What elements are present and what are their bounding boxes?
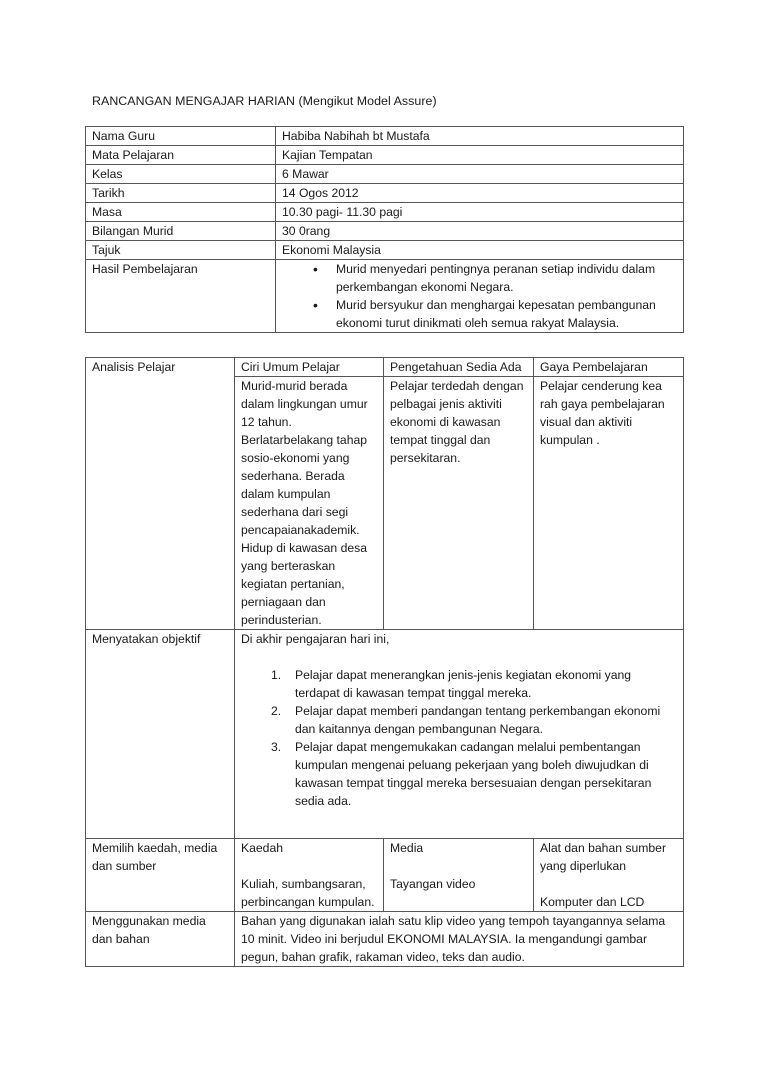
media-value: Tayangan video (390, 877, 476, 891)
document-title: RANCANGAN MENGAJAR HARIAN (Mengikut Model Assure) (92, 94, 437, 108)
objective-number: 2. (271, 704, 282, 718)
outcome-item: • Murid menyedari pentingnya peranan setiap individu dalam perkembangan ekonomi Negara. (330, 260, 677, 296)
methods-row (86, 839, 684, 912)
learning-style-cell: Pelajar cenderung kea rah gaya pembelajaran visual dan aktiviti kumpulan . (534, 377, 684, 630)
method-cell (235, 839, 384, 912)
objectives-cell (235, 630, 684, 839)
teacher-info-table (85, 126, 684, 333)
objective-text: Pelajar dapat menerangkan jenis-jenis kegiatan ekonomi yang terdapat di kawasan tempat tinggal mereka. (295, 668, 632, 700)
table-row (86, 165, 684, 184)
table-row-outcomes (86, 260, 684, 333)
analysis-header-row (86, 358, 684, 377)
media-header: Media (390, 841, 424, 855)
outcomes-list (282, 260, 677, 332)
table-row (86, 127, 684, 146)
table-row (86, 184, 684, 203)
value-cell: Kajian Tempatan (276, 146, 684, 165)
objective-item (271, 666, 677, 702)
objective-item (271, 738, 677, 810)
value-cell: Ekonomi Malaysia (276, 241, 684, 260)
table-row (86, 241, 684, 260)
objective-item (271, 702, 677, 738)
outcomes-cell (276, 260, 684, 333)
table-row (86, 203, 684, 222)
general-traits-cell: Murid-murid berada dalam lingkungan umur 12 tahun. Berlatarbelakang tahap sosio-ekonomi yang sederhana. Berada dalam kumpulan sederhana dari segi pencapaianakademik. Hidup di kawasan desa yang berteraskan kegiatan pertanian, perniagaan dan perindusterian. (235, 377, 384, 630)
value-cell: 30 0rang (276, 222, 684, 241)
label-cell: Tarikh (86, 184, 276, 203)
usage-cell: Bahan yang digunakan ialah satu klip video yang tempoh tayangannya selama 10 minit. Video ini berjudul EKONOMI MALAYSIA. Ia mengandungi gambar pegun, bahan grafik, rakaman video, teks dan audio. (235, 912, 684, 967)
value-cell: Habiba Nabihah bt Mustafa (276, 127, 684, 146)
value-cell: 10.30 pagi- 11.30 pagi (276, 203, 684, 222)
label-cell: Kelas (86, 165, 276, 184)
table-row (86, 222, 684, 241)
resources-header: Alat dan bahan sumber yang diperlukan (540, 841, 667, 873)
label-cell: Bilangan Murid (86, 222, 276, 241)
method-value: Kuliah, sumbangsaran, perbincangan kumpulan. (241, 877, 375, 909)
resources-value: Komputer dan LCD (540, 895, 645, 909)
analysis-label: Analisis Pelajar (86, 358, 235, 630)
objective-text: Pelajar dapat memberi pandangan tentang perkembangan ekonomi dan kaitannya dengan pembangunan Negara. (295, 704, 661, 736)
prior-knowledge-cell: Pelajar terdedah dengan pelbagai jenis aktiviti ekonomi di kawasan tempat tinggal dan persekitaran. (384, 377, 534, 630)
media-cell (384, 839, 534, 912)
method-header: Kaedah (241, 841, 284, 855)
objectives-row (86, 630, 684, 839)
objective-number: 1. (271, 668, 282, 682)
value-cell: 6 Mawar (276, 165, 684, 184)
column-header: Gaya Pembelajaran (534, 358, 684, 377)
label-cell: Tajuk (86, 241, 276, 260)
usage-label: Menggunakan media dan bahan (86, 912, 235, 967)
value-cell: 14 Ogos 2012 (276, 184, 684, 203)
methods-label: Memilih kaedah, media dan sumber (86, 839, 235, 912)
lesson-plan-table (85, 357, 684, 967)
objective-text: Pelajar dapat mengemukakan cadangan melalui pembentangan kumpulan mengenai peluang pekerjaan yang boleh diwujudkan di kawasan tempat tinggal mereka bersesuaian dengan persekitaran sedia ada. (295, 740, 652, 808)
label-cell: Mata Pelajaran (86, 146, 276, 165)
column-header: Pengetahuan Sedia Ada (384, 358, 534, 377)
label-cell: Hasil Pembelajaran (86, 260, 276, 333)
resources-cell (534, 839, 684, 912)
objectives-list (241, 666, 677, 810)
label-cell: Nama Guru (86, 127, 276, 146)
objective-number: 3. (271, 740, 282, 754)
outcome-item: • Murid bersyukur dan menghargai kepesatan pembangunan ekonomi turut dinikmati oleh semua rakyat Malaysia. (330, 296, 677, 332)
objectives-label: Menyatakan objektif (86, 630, 235, 839)
table-row (86, 146, 684, 165)
label-cell: Masa (86, 203, 276, 222)
column-header: Ciri Umum Pelajar (235, 358, 384, 377)
objectives-intro: Di akhir pengajaran hari ini, (241, 632, 390, 646)
usage-row (86, 912, 684, 967)
